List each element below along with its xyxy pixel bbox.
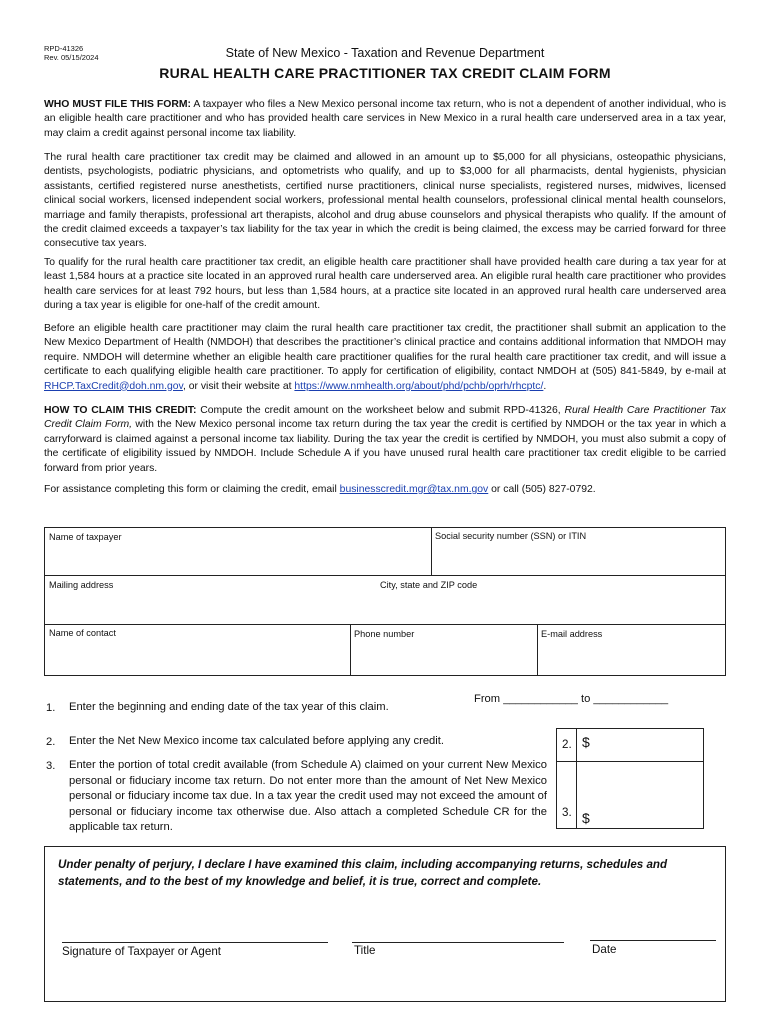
grid-vdivider-phone bbox=[350, 624, 351, 676]
contact-name-field[interactable]: Name of contact bbox=[49, 628, 116, 638]
step-2-number: 2. bbox=[46, 736, 56, 748]
who-must-file-paragraph bbox=[44, 98, 726, 141]
how-to-claim-heading: HOW TO CLAIM THIS CREDIT: bbox=[44, 405, 197, 416]
nmdoh-website-link[interactable]: https://www.nmhealth.org/about/phd/pchb/oprh/rhcptc/ bbox=[294, 380, 544, 392]
line-3-label: 3. bbox=[562, 806, 572, 819]
grid-divider-2 bbox=[44, 624, 726, 625]
credit-amount-paragraph: The rural health care practitioner tax credit may be claimed and allowed in an amount up to $5,000 for all physicians, osteopathic physicians, dentists, psychologists, podiatric physicians, and optometrists who qualify, and up to $3,000 for all pharmacists, dental hygienists, physician assistants, certified registered nurse anesthetists, certified nurse practitioners, clinical nurse specialists, registered nurses, midwives, licensed clinical social workers, licensed independent social workers, professional mental health counselors, professional clinical mental health counselors, marriage and family therapists, professional art therapists, alcohol and drug abuse counselors and physical therapists who qualify. If the amount of the credit claimed exceeds a taxpayer’s tax liability for the tax year in which the credit is being claimed, the excess may be carried forward for three consecutive tax years. bbox=[44, 152, 726, 250]
title-line[interactable] bbox=[352, 942, 564, 943]
ssn-field[interactable]: Social security number (SSN) or ITIN bbox=[435, 531, 587, 541]
amount-boxes bbox=[556, 728, 704, 829]
perjury-statement: Under penalty of perjury, I declare I have examined this claim, including accompanying returns, schedules and statements, and to the best of my knowledge and belief, it is true, correct and complete. bbox=[58, 858, 668, 888]
how-to-claim-paragraph bbox=[44, 404, 726, 476]
amount-box-divider bbox=[556, 761, 704, 762]
form-number: RPD-41326 bbox=[44, 44, 84, 53]
how-to-claim-form-title: Rural Health Care Practitioner Tax Credit Claim Form, bbox=[44, 405, 726, 431]
step-3-number: 3. bbox=[46, 760, 56, 772]
grid-vdivider-email bbox=[537, 624, 538, 676]
email-field[interactable]: E-mail address bbox=[541, 629, 603, 639]
grid-vdivider-ssn bbox=[431, 527, 432, 575]
step-2-text: Enter the Net New Mexico income tax calculated before applying any credit. bbox=[69, 735, 444, 747]
assistance-end: or call (505) 827-0792. bbox=[488, 484, 596, 495]
line-2-label: 2. bbox=[562, 738, 572, 751]
step-1-number: 1. bbox=[46, 702, 56, 714]
assistance-email-link[interactable]: businesscredit.mgr@tax.nm.gov bbox=[339, 484, 489, 495]
tax-year-range-field[interactable]: From ____________ to ____________ bbox=[474, 693, 669, 705]
phone-field[interactable]: Phone number bbox=[354, 629, 415, 639]
step-1-text: Enter the beginning and ending date of the tax year of this claim. bbox=[69, 701, 389, 713]
step-3-text: Enter the portion of total credit available (from Schedule A) claimed on your current New Mexico personal or fiduciary income tax return. Do not enter more than the amount of Net New Mexico personal or fiduciary income tax due. In a tax year the credit used may not exceed the amount of personal or fiduciary income tax otherwise due. Also attach a completed Schedule CR for the applicable tax return. bbox=[69, 759, 547, 834]
amount-label-divider bbox=[576, 728, 577, 829]
certification-paragraph bbox=[44, 322, 726, 394]
who-must-file-heading: WHO MUST FILE THIS FORM: bbox=[44, 99, 191, 110]
certification-end: . bbox=[543, 380, 547, 392]
how-to-claim-text-2: with the New Mexico personal income tax return during the tax year the credit is certified by NMDOH or the tax year in which a carryforward is claimed against a personal income tax liability. During the tax year the credit is certified by NMDOH, you must also submit a copy of the certificate of eligibility issued by NMDOH. Include Schedule A if you have unused rural health care practitioner tax credit eligible to be carried forward from prior years. bbox=[44, 419, 726, 474]
grid-divider-1 bbox=[44, 575, 726, 576]
mailing-address-field[interactable]: Mailing address bbox=[49, 580, 114, 590]
date-label: Date bbox=[592, 943, 617, 956]
taxpayer-info-grid bbox=[44, 527, 726, 676]
date-line[interactable] bbox=[590, 940, 716, 941]
how-to-claim-text-1: Compute the credit amount on the worksheet below and submit RPD-41326, bbox=[196, 405, 565, 416]
form-revision: Rev. 05/15/2024 bbox=[44, 53, 99, 62]
signature-label: Signature of Taxpayer or Agent bbox=[62, 945, 221, 958]
city-state-zip-field[interactable]: City, state and ZIP code bbox=[380, 580, 478, 590]
agency-name: State of New Mexico - Taxation and Revenue Department bbox=[225, 46, 545, 60]
line-2-amount-field[interactable]: $ bbox=[582, 734, 590, 750]
certification-mid: , or visit their website at bbox=[182, 380, 295, 392]
taxpayer-name-field[interactable]: Name of taxpayer bbox=[49, 532, 122, 542]
assistance-text: For assistance completing this form or claiming the credit, email bbox=[44, 484, 340, 495]
certification-text: Before an eligible health care practitioner may claim the rural health care practitioner tax credit, the practitioner shall submit an application to the New Mexico Department of Health (NMDOH) that describes the practitioner’s clinical practice and contains additional information that NMDOH may require. NMDOH will determine whether an eligible health care practitioner qualifies for the rural health care practitioner tax credit, and will issue a certificate to each qualifying eligible health care practitioner. To apply for certification of eligibility, contact NMDOH at (505) 841-5849, by e-mail at bbox=[44, 323, 726, 378]
assistance-paragraph bbox=[44, 483, 726, 497]
nmdoh-email-link[interactable]: RHCP.TaxCredit@doh.nm.gov bbox=[44, 380, 183, 392]
qualification-paragraph: To qualify for the rural health care practitioner tax credit, an eligible health care practitioner shall have provided health care during a tax year for at least 1,584 hours at a practice site located in an approved rural health care underserved area. An eligible rural health care practitioner who provides health care services for at least 792 hours, but less than 1,584 hours, at a practice site located in an approved rural health care underserved area during a tax year is eligible for one-half of the credit amount. bbox=[44, 257, 726, 312]
who-must-file-text: A taxpayer who files a New Mexico personal income tax return, who is not a dependent of another individual, who is an eligible health care practitioner and who has provided health care services in New Mexico in a rural health care underserved area in a tax year, may claim a credit against personal income tax liability. bbox=[44, 99, 727, 139]
line-3-amount-field[interactable]: $ bbox=[582, 810, 590, 826]
form-title: RURAL HEALTH CARE PRACTITIONER TAX CREDIT CLAIM FORM bbox=[159, 65, 611, 81]
title-label: Title bbox=[354, 944, 376, 957]
signature-line[interactable] bbox=[62, 942, 328, 943]
